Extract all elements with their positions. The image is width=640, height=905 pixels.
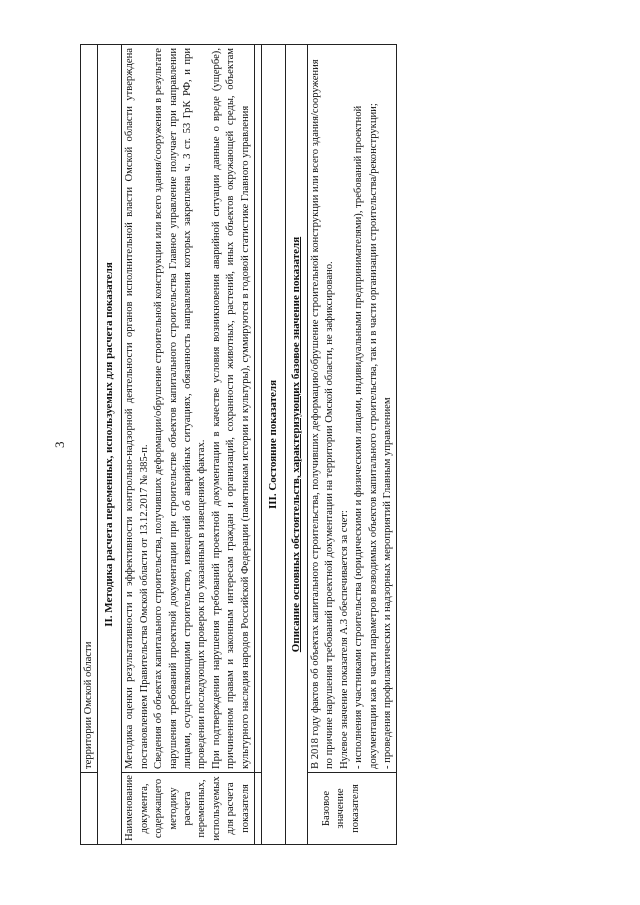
base-value-label: Базовое значение показателя	[307, 773, 396, 845]
base-reason-item-2: - проведения профилактических и надзорных мероприятий Главным управлением	[381, 397, 393, 769]
page-number: 3	[52, 441, 67, 448]
base-reason-item-1: - исполнения участниками строительства (юридическими и физическими лицами, индивидуальными предпринимателями), требований проектной документации как в части параметров возводимых объектов капитального строительства, так и в части организации строительства/реконструкции;	[353, 103, 379, 769]
territory-row	[81, 45, 98, 845]
territory-cell: территории Омской области	[81, 45, 98, 773]
section3-subtitle: Описание основных обстоятельств, характеризующих базовое значение показателя	[285, 45, 307, 845]
base-reason-intro: Нулевое значение показателя А.3 обеспечивается за счет:	[338, 510, 350, 769]
document-table-sheet	[80, 45, 620, 845]
section3-subheading-row	[285, 45, 307, 845]
section3-title: III. Состояние показателя	[262, 45, 286, 845]
section2-title: II. Методика расчета переменных, используемых для расчета показателя	[98, 45, 122, 845]
section2-heading-row	[98, 45, 122, 845]
indicator-table	[80, 44, 397, 845]
methodology-paragraph: Методика оценки результативности и эффективности контрольно-надзорной деятельности органов исполнительной власти Омской области утверждена постановлением Правительства Омской области от 13.12.2017 № 385-п.	[124, 48, 150, 769]
blank-row	[255, 45, 262, 845]
variables-label: Наименование документа, содержащего методику расчета переменных, используемых для расчета показателя	[122, 773, 255, 845]
base-value-row	[307, 45, 396, 845]
base-statement: В 2018 году фактов об объектах капитального строительства, получивших деформацию/обрушение строительной конструкции или всего здания/сооружения по причине нарушения требований проектной документации на территории Омской области, не зафиксировано.	[309, 59, 336, 769]
territory-empty-cell	[81, 773, 98, 845]
blank-cell-right	[255, 45, 262, 773]
variables-content	[122, 45, 255, 773]
information-paragraph: Сведения об объектах капитального строительства, получивших деформации/обрушение строительной конструкции или всего здания/сооружения в результате нарушения требований проектной документации при строительстве объектов капитального строительства Главное управление получает при направлении лицами, осуществляющими строительство, извещений об аварийных ситуациях, обязанность направления которых закреплена ч. 3 ст. 53 ГрК РФ, и при проведении последующих проверок по указанным в извещениях фактах.	[153, 48, 208, 769]
blank-cell-left	[255, 773, 262, 845]
variables-row	[122, 45, 255, 845]
base-value-content	[307, 45, 396, 773]
section3-heading-row	[262, 45, 286, 845]
damage-paragraph: При подтверждении нарушения требований проектной документации в качестве условия возникновения аварийной ситуации данные о вреде (ущербе), причиненном правам и законным интересам граждан и организаций, сохранности животных, растений, иных объектов окружающей среды, объектам культурного наследия народов Российской Федерации (памятникам истории и культуры), суммируются в годовой статистике Главного управления	[210, 48, 251, 769]
